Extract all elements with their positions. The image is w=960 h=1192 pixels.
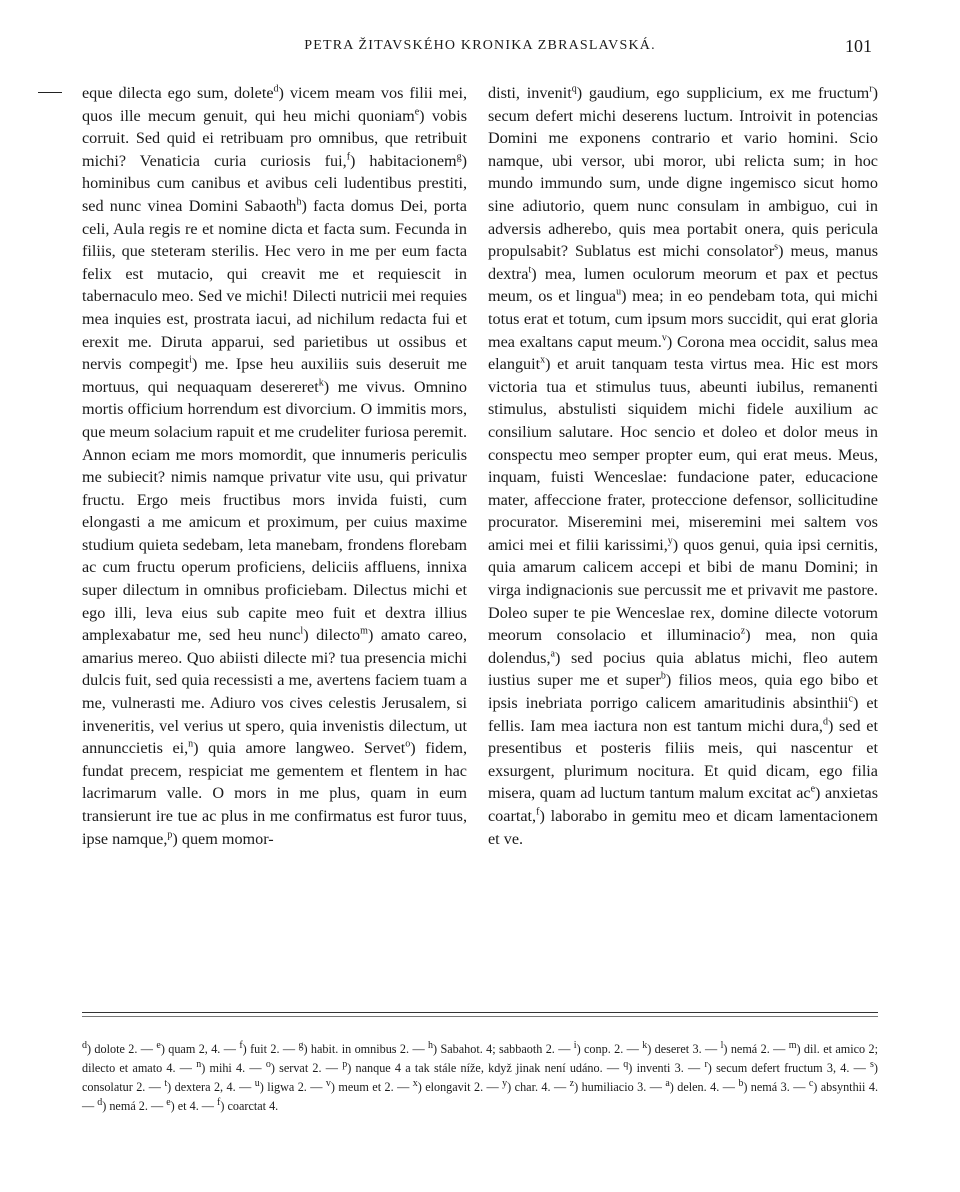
page-number: 101	[845, 36, 872, 56]
right-column-text: disti, invenit$^q$) gaudium, ego supplicium, ex me fructum$^r$) secum defert michi deserens luctum. Introivit in potencias Domini me exponens contrario et vario homini. Scio namque, ubi versor, ubi moror, ubi relicta sum; in hoc mundo immundo sum, unde digne ingemisco sicut homo sine adiutorio, quem nunc consulam in ambiguo, cui in adversis adherebo, quis mea portabit onera, quis pericula propulsabit? Sublatus est michi consolator$^s$) meus, manus dextra$^t$) mea, lumen oculorum meorum et pax et pectus meum, os et lingua$^u$) mea; in eo pendebam tota, qui michi totus erat et totum, cum ipsum mors succidit, qui erat gloria mea exaltans caput meum.$^v$) Corona mea occidit, salus mea elanguit$^x$) et aruit tanquam testa virtus mea. Hic est mors victoria tua et stimulus tuus, abeunti iubilus, remanenti stimulus, abstulisti siquidem michi fidele auxilium ac consilium salutare. Hoc sencio et doleo et dolor meus in conspectu meo semper propter eum, qui erat meus. Meus, inquam, fuisti Wenceslae: fundacione pater, educacione mater, affeccione frater, proteccione defensor, sollicitudine procurator. Miseremini mei, miseremini mei saltem vos amici mei et filii karissimi,$^y$) quos genui, quia ipsi cernitis, quia amarum calicem accepi et bibi de manu Domini; in virga indignacionis sue percussit me et privavit me pastore. Doleo super te pie Wenceslae rex, domine dilecte votorum meorum consolacio et illuminacio$^z$) mea, non quia dolendus,$^a$) sed pocius quia ablatus michi, fleo autem iustius super me et super$^b$) filios meos, quia ego bibo et ipsis inebriata porrigo calicem amaritudinis absinthii$^c$) et fellis. Iam mea iactura non est tantum michi dura,$^d$) sed et presentibus et posteris filiis meis, qui nascentur et exsurgent, plurimum nocitura. Et quid dicam, ego filia misera, quam ad luctum tantum malum excitat $ac^e$) anxietas coartat,$^f$) laborabo in gemitu meo et dicam lamentacionem et ve.	[488, 83, 879, 848]
running-title: PETRA ŽITAVSKÉHO KRONIKA ZBRASLAVSKÁ.	[304, 38, 656, 53]
footnote-rule-top	[82, 1012, 878, 1013]
left-column	[82, 82, 467, 850]
footnotes	[82, 1040, 878, 1116]
margin-dash	[38, 92, 62, 93]
footnotes-text: $^d$) dolote 2. — $^e$) quam 2, 4. — $^f$) fuit 2. — $^g$) habit. in omnibus 2. — $^h$) Sabahot. 4; sabbaoth 2. — $^i$) conp. 2. — $^k$) deseret 3. — $^l$) nemá 2. — $^m$) dil. et amico 2; dilecto et amato 4. — $^n$) mihi 4. — $^o$) servat 2. — $^p$) nanque 4 a tak stále níže, když jinak není udáno. — $^q$) inventi 3. — $^r$) secum defert fructum 3, 4. — $^s$) consolatur 2. — $^t$) dextera 2, 4. — $^u$) ligwa 2. — $^v$) meum et 2. — $^x$) elongavit 2. — $^y$) char. 4. — $^z$) humiliacio 3. — $^a$) delen. 4. — $^b$) nemá 3. — $^c$) absynthii 4. — $^d$) nemá 2. — $^e$) et 4. — $^f$) coarctat 4.	[82, 1039, 879, 1113]
left-column-text: eque dilecta ego sum, dolete$^d$) vicem meam vos filii mei, quos ille mecum genuit, qui heu michi quoniam$^e$) vobis corruit. Sed quid ei retribuam pro omnibus, que retribuit michi? Venaticia curia curiosis fui,$^f$) habitacionem$^g$) hominibus cum canibus et avibus celi ludentibus prestiti, sed nunc vinea Domini Sabaoth$^h$) facta domus Dei, porta celi, Aula regis re et nomine dicta et facta sum. Fecunda in filiis, que steteram sterilis. Hec vero in me per eum facta felix est mutacio, qui creavit me et requiescit in tabernaculo meo. Sed ve michi! Dilecti nutricii mei requies mea inquies est, prostrata iacui, ad nichilum redacta fui et erexit me. Diruta apparui, sed parietibus ut ossibus et nervis compegit$^i$) me. Ipse heu auxiliis suis deseruit me mortuus, qui nequaquam desereret$^k$) me vivus. Omnino mortis officium horrendum est divorcium. O immitis mors, que meum solacium rapuit et me crudeliter furiosa peremit. Annon eciam me mors momordit, que innumeris periculis me subiecit? nimis namque privatur vite usu, qui privatur fructu. Ergo meis fructibus mors invida fuisti, cum elongasti a me amicum et proximum, per cuius maxime studium quieta sedebam, leta manebam, frondens florebam ac cum fructu operum proficiens, deliciis affluens, innixa super dilectum in omnibus proficiebam. Dilectus michi et ego illi, leva eius sub capite meo fuit et dextra illius amplexabatur me, sed heu nunc$^l$) dilecto$^m$) amato careo, amarius mereo. Quo abiisti dilecte mi? tua presencia michi dulcis fuit, sed quia recessisti a me, avertens faciem tuam a me, vulnerasti me. Adiuro vos cives celestis Jerusalem, si inveneritis, vel verius ut spero, quia invenistis dilectum, ut annunccietis ei,$^n$) quia amore langweo. Servet$^o$) fidem, fundat precem, respiciat me gementem et flentem in hac lacrimarum valle. O mors in me plus, quam in eum transierunt ire tue ac plus in me confirmatus est furor tuus, ipse namque,$^p$) quem momor-	[82, 83, 468, 848]
right-column	[488, 82, 878, 850]
page-header	[0, 34, 960, 64]
footnote-rule-bottom	[82, 1016, 878, 1017]
